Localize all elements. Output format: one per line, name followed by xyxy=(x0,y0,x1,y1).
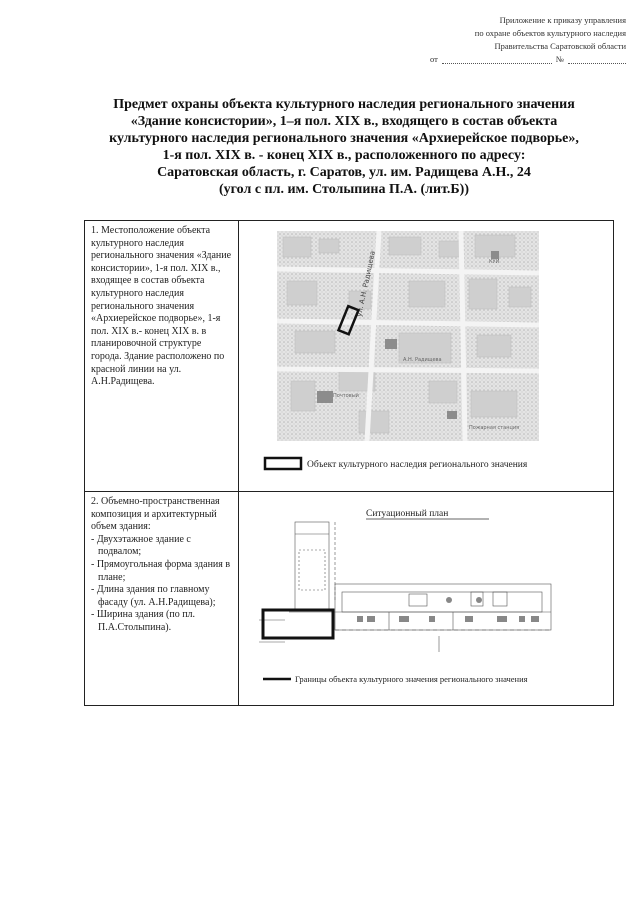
date-number-line xyxy=(386,53,626,66)
title-line: Саратовская область, г. Саратов, ул. им. Радищева А.Н., 24 xyxy=(157,165,531,180)
title-line: Предмет охраны объекта культурного наследия регионального значения xyxy=(113,97,575,112)
location-map-cell xyxy=(239,221,614,492)
city-map-graphic xyxy=(239,221,614,491)
title-line: (угол с пл. им. Столыпина П.А. (лит.Б)) xyxy=(219,182,469,197)
title-line: культурного наследия регионального значения «Архиерейское подворье», xyxy=(109,131,579,146)
situation-plan xyxy=(239,492,613,705)
list-item: - Ширина здания (по пл. П.А.Столыпина). xyxy=(91,609,196,633)
appendix-line-3: Правительства Саратовской области xyxy=(494,41,626,51)
date-prefix: от xyxy=(430,54,438,64)
svg-text:КУИ: КУИ xyxy=(489,259,500,265)
legend-marker-icon xyxy=(265,458,301,469)
composition-description xyxy=(85,492,238,639)
plan-hatching xyxy=(357,597,539,622)
map-legend-text: Объект культурного наследия регионального значения xyxy=(307,460,528,470)
list-item: - Длина здания по главному фасаду (ул. А.Н.Радищева); xyxy=(91,584,216,608)
number-sign: № xyxy=(555,54,564,64)
heritage-boundary-marker xyxy=(263,610,333,638)
location-description: 1. Местоположение объекта культурного наследия регионального значения «Здание консистории», 1-я пол. XIX в., входящее в состав объекта культурного наследия регионального значения «Архиерейское подворье», 1-я пол. XIX в.- конец XIX в. в планировочной структуре города. Здание расположено по красной линии на ул. А.Н.Радищева. xyxy=(91,225,232,388)
title-line: «Здание консистории», 1–я пол. XIX в., входящего в состав объекта xyxy=(130,114,558,129)
date-blank xyxy=(442,53,552,64)
table-row-composition xyxy=(85,492,614,706)
composition-intro: 2. Объемно-пространственная композиция и архитектурный объем здания: xyxy=(91,496,220,533)
situation-plan-cell xyxy=(239,492,614,706)
appendix-line-2: по охране объектов культурного наследия xyxy=(474,28,626,38)
document-title xyxy=(70,96,618,198)
order-appendix-note xyxy=(386,14,626,66)
map-street-label: ул. А.Н. Радищева xyxy=(355,250,377,318)
list-item: - Прямоугольная форма здания в плане; xyxy=(91,558,231,583)
number-blank xyxy=(568,53,626,64)
title-line: 1-я пол. XIX в. - конец XIX в., расположенного по адресу: xyxy=(162,148,526,163)
svg-text:Пожарная станция: Пожарная станция xyxy=(469,425,520,431)
table-row-location xyxy=(85,221,614,492)
map-area xyxy=(277,231,539,441)
location-map xyxy=(239,221,613,491)
protection-subject-table xyxy=(84,220,614,706)
list-item: - Двухэтажное здание с подвалом; xyxy=(91,533,191,558)
plan-title: Ситуационный план xyxy=(366,509,449,519)
appendix-line-1: Приложение к приказу управления xyxy=(499,15,626,25)
composition-list xyxy=(91,534,234,635)
plan-legend-text: Границы объекта культурного значения регионального значения xyxy=(295,674,528,684)
location-description-cell xyxy=(85,221,239,492)
site-plan-graphic xyxy=(239,492,614,705)
svg-text:Почтовый: Почтовый xyxy=(333,393,359,399)
composition-description-cell xyxy=(85,492,239,706)
svg-text:А.Н. Радищева: А.Н. Радищева xyxy=(403,357,442,363)
plan-outlines xyxy=(259,522,551,652)
